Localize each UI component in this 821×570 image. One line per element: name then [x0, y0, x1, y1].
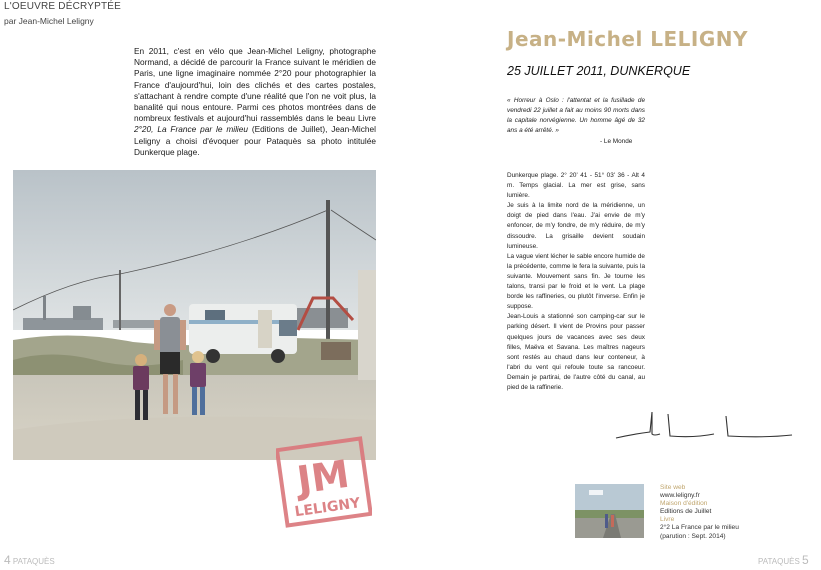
page-number-left: 4 — [4, 553, 11, 567]
book-cover-thumbnail — [575, 484, 644, 538]
section-title: L'OEUVRE DÉCRYPTÉE — [4, 1, 122, 12]
dunkerque-plage-photo — [13, 170, 376, 460]
article-paragraph: La vague vient lécher le sable encore humide de la précédente, comme le fera la suivante, puis la suivante. Mouvement sans fin. Je tourne les talons, transi par le froid et le vent. La plage borde les raffineries, ou plutôt l'inverse. Enfin je suppose. — [507, 252, 645, 311]
article-paragraph: Dunkerque plage. 2° 20' 41 - 51° 03' 36 - Alt 4 m. Temps glacial. La mer est grise, sans lumière. — [507, 172, 645, 200]
leligny-stamp — [276, 436, 372, 530]
site-label: Site web — [660, 484, 686, 491]
intro-text-2: (Editions de Juillet), Jean-Michel Leligny a choisi d'évoquer pour Pataquès sa photo intitulée Dunkerque plage. — [134, 124, 376, 157]
publisher-value: Editions de Juillet — [660, 508, 712, 516]
footer-left — [4, 553, 55, 567]
site-link[interactable]: www.leligny.fr — [660, 492, 700, 500]
intro-paragraph — [134, 46, 376, 158]
article-body — [507, 171, 645, 393]
stamp-name: LELIGNY — [293, 495, 362, 521]
book-label: Livre — [660, 516, 675, 524]
book-note: (parution : Sept. 2014) — [660, 532, 726, 540]
author-name: Jean-Michel LELIGNY — [507, 27, 749, 51]
signature — [614, 408, 794, 444]
publisher-label: Maison d'édition — [660, 500, 708, 508]
book-value: 2°2 La France par le milieu — [660, 524, 739, 532]
article-date: 25 JUILLET 2011, DUNKERQUE — [507, 64, 691, 78]
magazine-name-left: PATAQUÈS — [12, 557, 55, 566]
page-number-right: 5 — [802, 553, 809, 567]
info-block — [660, 484, 739, 541]
magazine-name-right: PATAQUÈS — [758, 557, 800, 566]
article-paragraph: Jean-Louis a stationné son camping-car sur le parking désert. Il vient de Provins pour passer quelques jours de vacances avec ses deux filles, Maëva et Savana. Les maîtres nageurs sont restés au chaud dans leur conteneur, à l'abri du vent qui refoule toute sa rancoeur. Demain je partirai, de l'autre côté du canal, au pied de la raffinerie. — [507, 313, 645, 391]
footer-right — [758, 553, 809, 567]
stamp-initials: JM — [294, 451, 352, 503]
quote-source: - Le Monde — [600, 138, 633, 145]
byline: par Jean-Michel Leligny — [4, 16, 94, 26]
article-paragraph: Je suis à la limite nord de la méridienne, un doigt de pied dans l'eau. J'ai envie de m'y enfoncer, de m'y fondre, de m'y réduire, de m'y dissoudre. La grisaille devient soudain lumineuse. — [507, 202, 645, 250]
intro-book-title: 2°20, La France par le milieu — [134, 124, 248, 135]
intro-text-1: En 2011, c'est en vélo que Jean-Michel Leligny, photographe Normand, a décidé de parcourir la France suivant le méridien de Paris, une ligne imaginaire nommée 2°20 pour photographier la France d'aujourd'hui, loin des clichés et des cartes postales, s'attachant à rendre compte d'une réalité que l'on ne voit plus, la banalité qui nous entoure. Parmi ces photos montrées dans de nombreux festivals et aujourd'hui rassemblés dans le beau Livre — [134, 46, 376, 124]
news-quote: « Horreur à Oslo : l'attentat et la fusillade de vendredi 22 juillet a fait au moins 90 morts dans la capitale norvégienne. Un homme âgé de 32 ans a été arrêté. » — [507, 97, 645, 134]
